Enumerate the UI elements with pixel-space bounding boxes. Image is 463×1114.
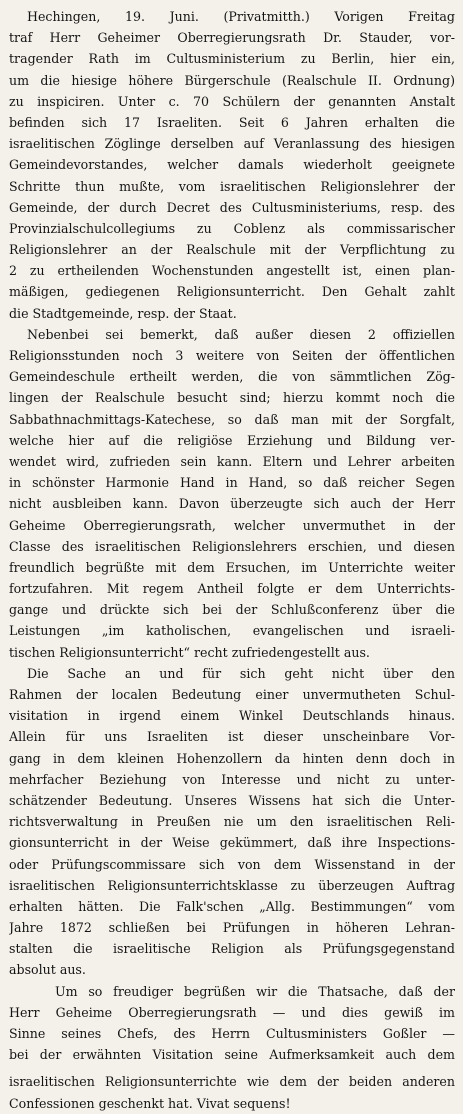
text-line: Die Sache an und für sich geht nicht über den <box>27 665 455 681</box>
text-line: Leistungen „im katholischen, evangelischen und israeli- <box>9 623 455 639</box>
text-line: Nebenbei sei bemerkt, daß außer diesen 2 offiziellen <box>27 326 455 342</box>
article-paragraph-3 <box>9 663 455 981</box>
text-line: erhalten hätten. Die Falk'schen „Allg. Bestimmungen“ vom <box>9 898 455 914</box>
text-line: befinden sich 17 Israeliten. Seit 6 Jahren erhalten die <box>9 114 455 130</box>
text-line: Gemeindevorstandes, welcher damals wiederholt geeignete <box>9 157 455 173</box>
text-line: Sinne seines Chefs, des Herrn Cultusministers Goßler — <box>9 1026 455 1041</box>
text-line: Hechingen, 19. Juni. (Privatmitth.) Vorigen Freitag <box>27 9 455 24</box>
text-line: schätzender Bedeutung. Unseres Wissens hat sich die Unter- <box>9 792 455 808</box>
text-line: Schritte thun mußte, vom israelitischen Religionslehrer der <box>9 178 455 194</box>
text-line: um die hiesige höhere Bürgerschule (Realschule II. Ordnung) <box>9 72 455 88</box>
text-line: wendet wird, zufrieden sein kann. Eltern und Lehrer arbeiten <box>9 453 455 469</box>
text-line: Confessionen geschenkt hat. Vivat sequens! <box>9 1095 291 1111</box>
text-line: oder Prüfungscommissare sich von dem Wissenstand in der <box>9 856 455 872</box>
text-line: gang in dem kleinen Hohenzollern da hinten denn doch in <box>9 750 455 766</box>
text-line: israelitischen Zöglinge derselben auf Veranlassung des hiesigen <box>9 136 455 152</box>
article-paragraph-1 <box>9 6 455 324</box>
text-line: israelitischen Religionsunterrichte wie dem der beiden anderen <box>9 1074 455 1090</box>
text-line: stalten die israelitische Religion als Prüfungsgegenstand <box>9 941 455 957</box>
text-line: traf Herr Geheimer Oberregierungsrath Dr. Stauder, vor- <box>9 30 455 46</box>
text-line: Sabbathnachmittags-Katechese, so daß man mit der Sorgfalt, <box>9 411 455 427</box>
text-line: Gemeinde, der durch Decret des Cultusministeriums, resp. des <box>9 199 455 215</box>
text-line: in schönster Harmonie Hand in Hand, so daß reicher Segen <box>9 475 455 491</box>
text-line: Classe des israelitischen Religionslehrers erschien, und diesen <box>9 538 455 554</box>
text-line: freundlich begrüßte mit dem Ersuchen, im Unterrichte weiter <box>9 559 455 575</box>
text-line: die Stadtgemeinde, resp. der Staat. <box>9 305 237 321</box>
text-line: Herr Geheime Oberregierungsrath — und dies gewiß im <box>9 1004 455 1020</box>
text-line: Um so freudiger begrüßen wir die Thatsache, daß der <box>55 983 455 999</box>
text-line: zu inspiciren. Unter c. 70 Schülern der genannten Anstalt <box>9 93 455 109</box>
text-line: gionsunterricht in der Weise gekümmert, daß ihre Inspections- <box>9 835 455 851</box>
text-line: tragender Rath im Cultusministerium zu Berlin, hier ein, <box>9 51 455 67</box>
text-line: absolut aus. <box>9 962 86 978</box>
text-line: gange und drückte sich bei der Schlußconferenz über die <box>9 602 455 618</box>
text-line: tischen Religionsunterricht“ recht zufriedengestellt aus. <box>9 644 370 660</box>
text-line: richtsverwaltung in Preußen nie um den israelitischen Reli- <box>9 814 455 830</box>
text-line: Religionslehrer an der Realschule mit der Verpflichtung zu <box>9 242 455 258</box>
text-line: bei der erwähnten Visitation seine Aufmerksamkeit auch dem <box>9 1047 455 1063</box>
text-line: Allein für uns Israeliten ist dieser unscheinbare Vor- <box>9 729 455 745</box>
text-line: israelitischen Religionsunterrichtsklasse zu überzeugen Auftrag <box>9 877 455 893</box>
article-paragraph-4 <box>9 981 455 1114</box>
text-line: mäßigen, gediegenen Religionsunterricht. Den Gehalt zahlt <box>9 284 455 300</box>
text-line: Gemeindeschule ertheilt werden, die von sämmtlichen Zög- <box>9 369 455 385</box>
text-line: Geheime Oberregierungsrath, welcher unvermuthet in der <box>9 517 455 533</box>
article-paragraph-2 <box>9 324 455 663</box>
text-line: welche hier auf die religiöse Erziehung und Bildung ver- <box>9 432 455 448</box>
text-line: lingen der Realschule besucht sind; hierzu kommt noch die <box>9 390 455 406</box>
text-line: visitation in irgend einem Winkel Deutschlands hinaus. <box>9 708 455 724</box>
text-line: Jahre 1872 schließen bei Prüfungen in höheren Lehran- <box>9 920 455 936</box>
text-line: mehrfacher Beziehung von Interesse und nicht zu unter- <box>9 771 455 787</box>
text-line: Rahmen der localen Bedeutung einer unvermutheten Schul- <box>9 687 455 702</box>
text-line: nicht ausbleiben kann. Davon überzeugte sich auch der Herr <box>9 496 455 512</box>
text-line: fortzufahren. Mit regem Antheil folgte er dem Unterrichts- <box>9 581 455 597</box>
text-line: Religionsstunden noch 3 weitere von Seiten der öffentlichen <box>9 348 455 363</box>
text-line: Provinzialschulcollegiums zu Coblenz als commissarischer <box>9 220 455 236</box>
text-line: 2 zu ertheilenden Wochenstunden angestellt ist, einen plan- <box>9 263 455 279</box>
